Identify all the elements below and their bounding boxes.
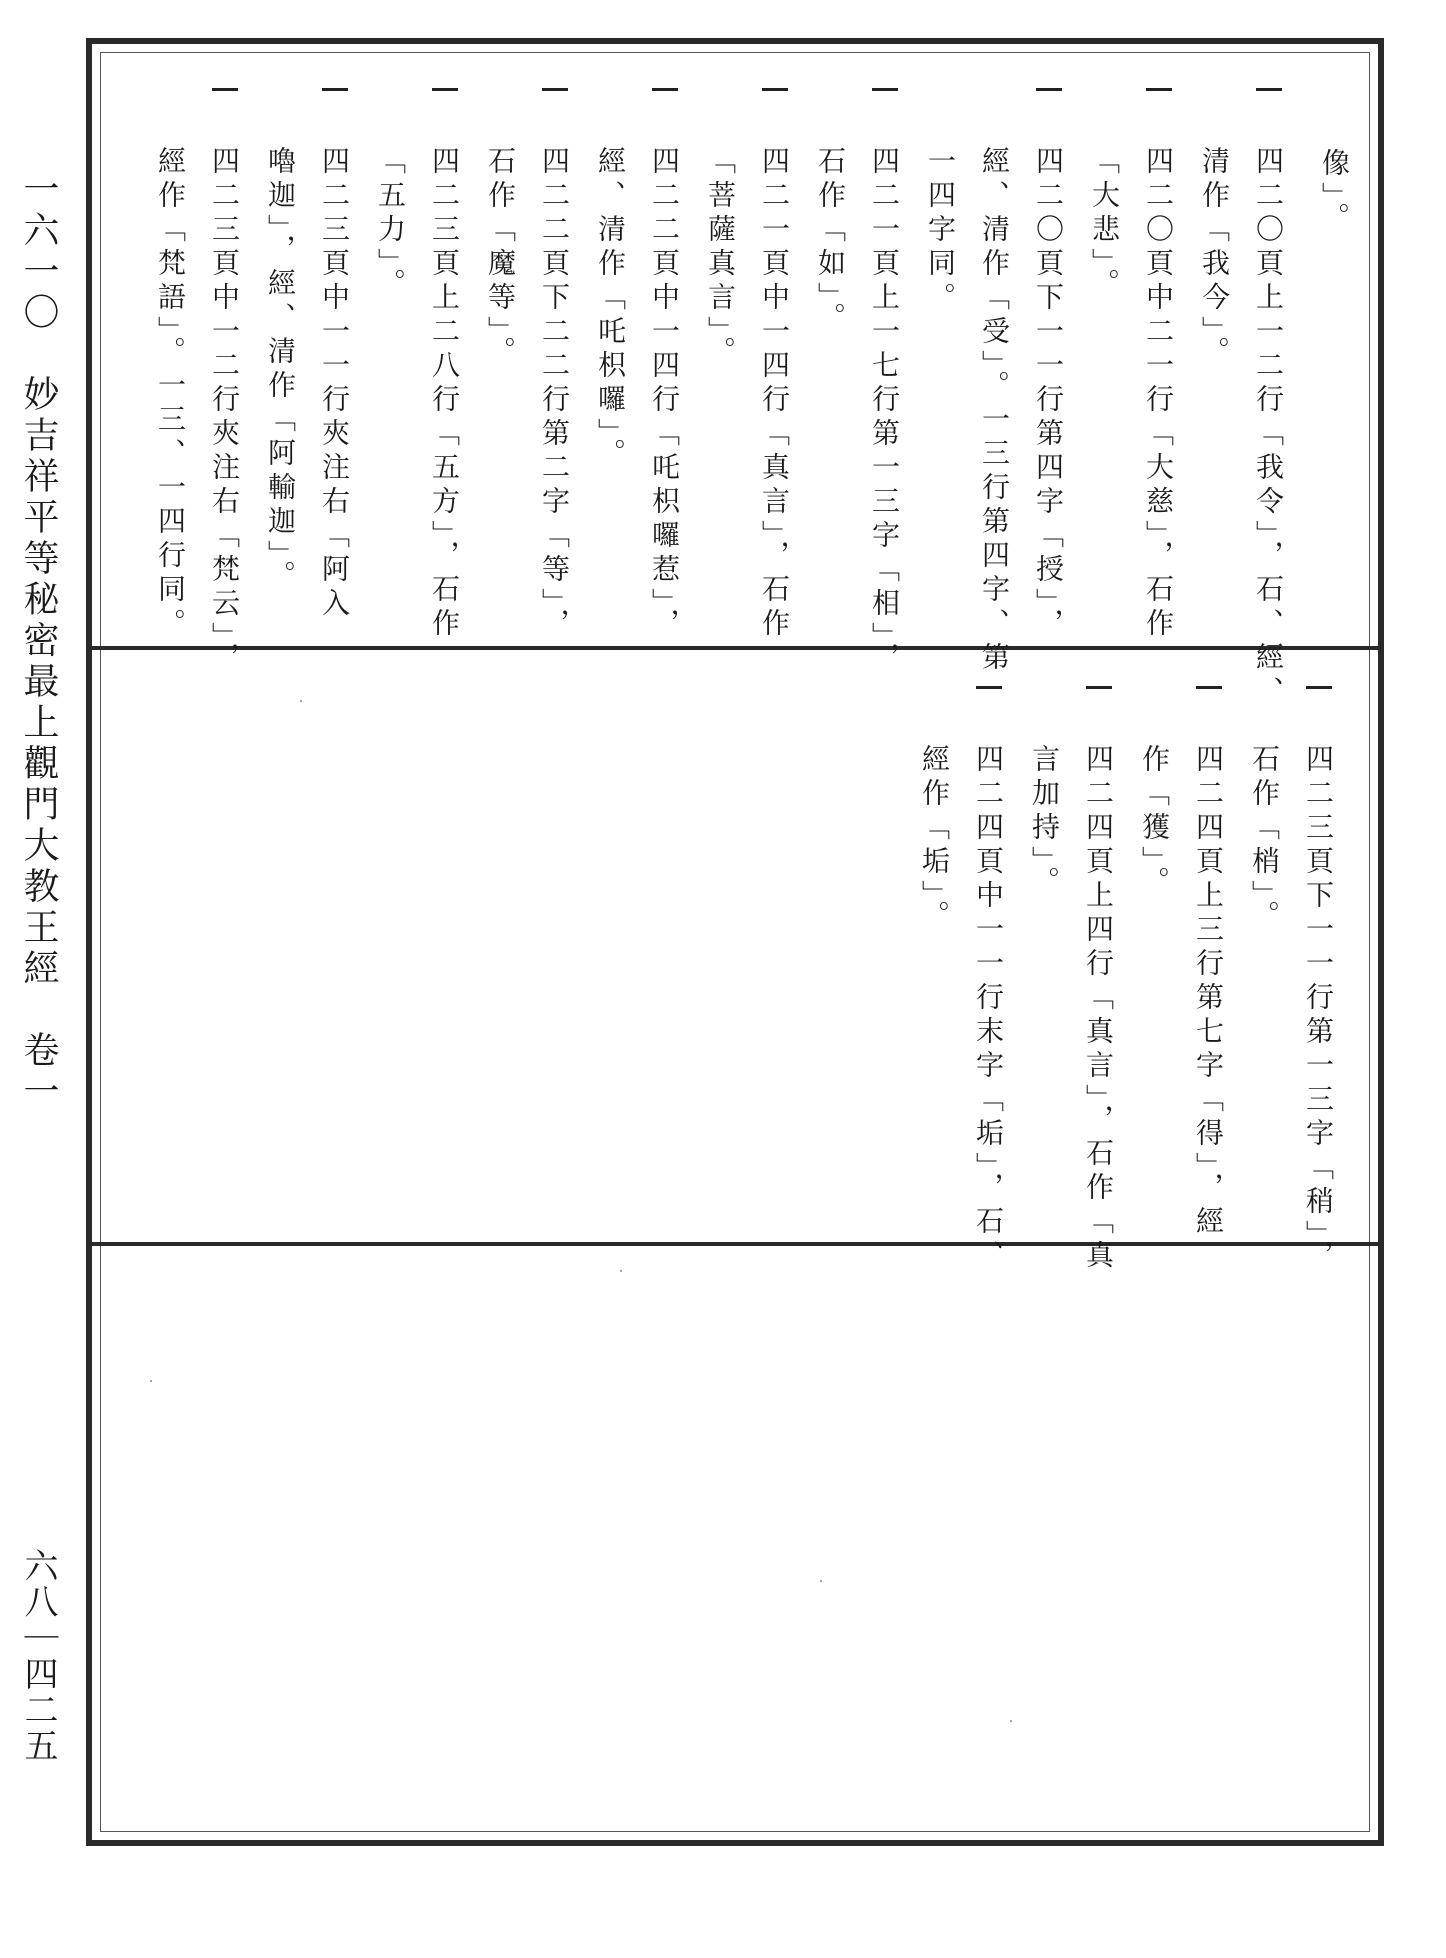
entry-text: 四二三頁中一一行夾注右「阿入 xyxy=(318,146,351,622)
entry-text: 四二〇頁中二一行「大慈」，石作 xyxy=(1142,146,1175,642)
entry-text: 經、清作「吒枳囉」。 xyxy=(594,146,627,472)
entry-text: 經作「梵語」。一三、一四行同。 xyxy=(154,146,187,642)
entry-dash xyxy=(652,88,678,91)
scan-speck xyxy=(150,1380,152,1382)
entry-text: 四二二頁中一四行「吒枳囉惹」， xyxy=(648,146,681,642)
entry-dash xyxy=(872,88,898,91)
entry-dash xyxy=(1196,686,1222,689)
entry-text: 「五力」。 xyxy=(374,146,407,302)
entry-dash xyxy=(1306,686,1332,689)
entry-text: 清作「我今」。 xyxy=(1198,146,1231,370)
entry-text: 「大悲」。 xyxy=(1088,146,1121,302)
entry-text: 四二四頁中一一行末字「垢」，石、 xyxy=(972,744,1005,1274)
entry-text: 四二四頁上三行第七字「得」，經 xyxy=(1192,744,1225,1240)
scan-speck xyxy=(620,1270,622,1272)
entry-dash xyxy=(322,88,348,91)
entry-text: 一四字同。 xyxy=(924,146,957,316)
entry-dash xyxy=(1086,686,1112,689)
entry-text: 石作「梢」。 xyxy=(1248,744,1281,934)
entry-text: 四二三頁下一一行第一三字「稍」， xyxy=(1302,744,1335,1274)
margin-page-number: 六八｜四二五 xyxy=(18,1548,58,1764)
entry-text: 經、清作「受」。一三行第四字、第 xyxy=(978,146,1011,676)
entry-text: 四二三頁上二八行「五方」，石作 xyxy=(428,146,461,642)
section-divider-1 xyxy=(92,646,1378,650)
entry-dash xyxy=(1146,88,1172,91)
entry-dash xyxy=(212,88,238,91)
entry-dash xyxy=(762,88,788,91)
entry-dash xyxy=(1256,88,1282,91)
entry-text: 四二〇頁下一一行第四字「授」， xyxy=(1032,146,1065,642)
entry-text: 「菩薩真言」。 xyxy=(704,146,737,370)
entry-dash xyxy=(1036,88,1062,91)
entry-dash xyxy=(542,88,568,91)
entry-text: 四二三頁中一二行夾注右「梵云」， xyxy=(208,146,241,676)
entry-text: 四二四頁上四行「真言」，石作「真 xyxy=(1082,744,1115,1274)
entry-text: 石作「如」。 xyxy=(814,146,847,336)
scan-speck xyxy=(820,1580,822,1582)
entry-dash xyxy=(976,686,1002,689)
section-divider-2 xyxy=(92,1242,1378,1246)
scan-speck xyxy=(1010,1720,1012,1722)
entry-text: 經作「垢」。 xyxy=(918,744,951,934)
entry-text: 嚕迦」，經、清作「阿輸迦」。 xyxy=(264,146,297,594)
entry-text: 作「獲」。 xyxy=(1138,744,1171,900)
entry-text: 像」。 xyxy=(1318,148,1351,236)
scan-speck xyxy=(300,700,302,702)
entry-text: 四二二頁下二二行第二字「等」， xyxy=(538,146,571,642)
entry-text: 石作「魔等」。 xyxy=(484,146,517,370)
entry-text: 四二〇頁上一二行「我令」，石、經、 xyxy=(1252,146,1285,710)
entry-text: 四二一頁中一四行「真言」，石作 xyxy=(758,146,791,642)
margin-title: 一六一〇 妙吉祥平等秘密最上觀門大教王經 卷一 xyxy=(18,170,59,1113)
entry-dash xyxy=(432,88,458,91)
entry-text: 四二一頁上一七行第一三字「相」， xyxy=(868,146,901,676)
entry-text: 言加持」。 xyxy=(1028,744,1061,900)
